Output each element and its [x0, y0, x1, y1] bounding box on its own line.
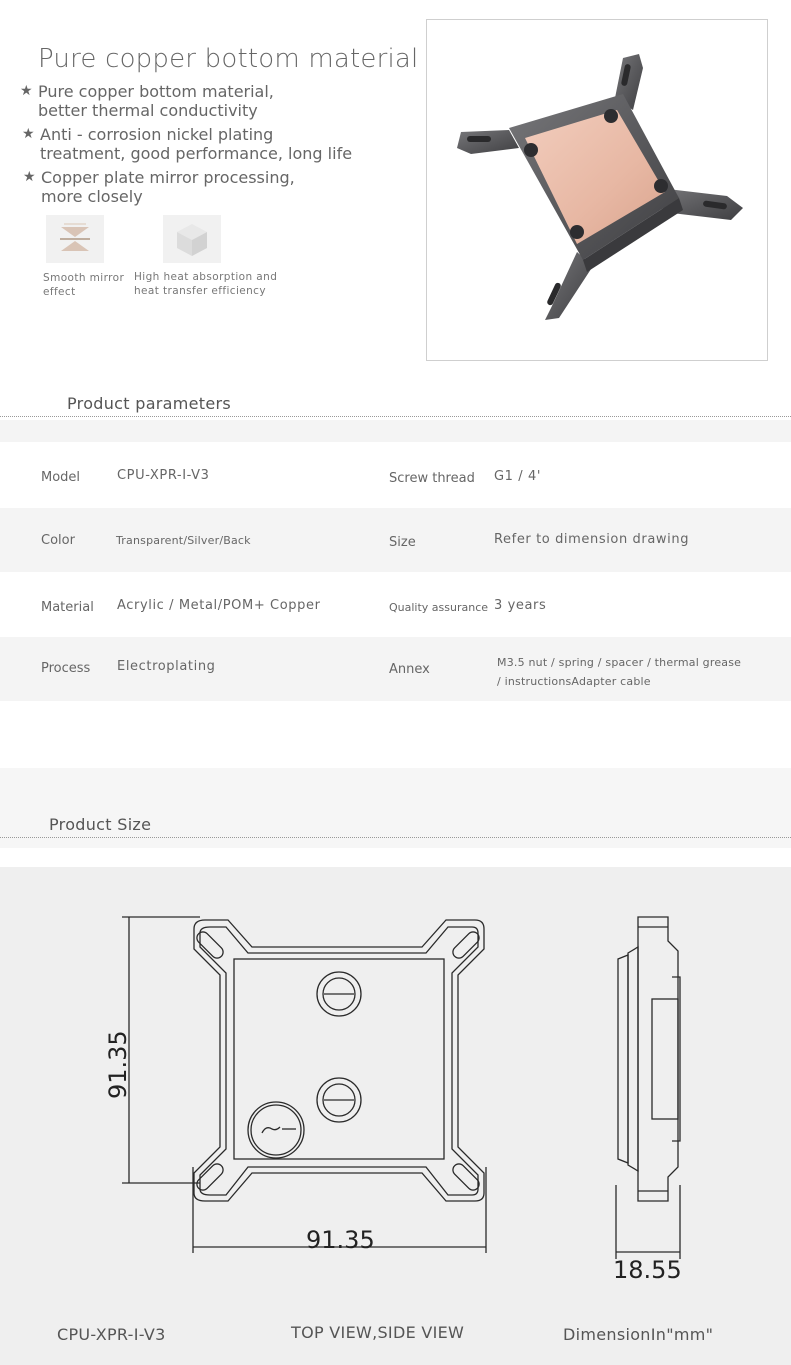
divider: [0, 416, 791, 417]
badge-caption: [43, 271, 133, 299]
param-value: CPU-XPR-I-V3: [117, 468, 210, 483]
star-icon: ★: [22, 126, 35, 142]
footer-model: CPU-XPR-I-V3: [57, 1325, 166, 1344]
param-label: Size: [389, 535, 416, 550]
footer-unit: DimensionIn"mm": [563, 1325, 714, 1344]
param-value: 3 years: [494, 598, 547, 613]
param-value: Electroplating: [117, 659, 216, 674]
feature-heading: Pure copper bottom material: [38, 44, 419, 74]
feature-item-nickel: [22, 125, 353, 163]
star-icon: ★: [23, 169, 36, 185]
feature-line: more closely: [41, 187, 143, 206]
product-photo: [426, 19, 768, 361]
dim-height-label: 91.35: [104, 1030, 132, 1099]
dim-width-label: 91.35: [306, 1226, 375, 1254]
badge-caption-line: effect: [43, 286, 76, 298]
feature-line: better thermal conductivity: [38, 101, 258, 120]
dimension-drawing-svg: [0, 867, 791, 1365]
divider: [0, 837, 791, 838]
param-label: Material: [41, 600, 94, 615]
feature-item-mirror: [23, 168, 295, 206]
size-title: Product Size: [49, 815, 152, 834]
param-value: Transparent/Silver/Back: [116, 534, 251, 547]
feature-line: Copper plate mirror processing,: [41, 168, 295, 187]
heat-badge: [163, 215, 221, 263]
badge-caption-line: High heat absorption and: [134, 271, 278, 283]
dim-depth-label: 18.55: [613, 1256, 682, 1284]
footer-view: TOP VIEW,SIDE VIEW: [291, 1323, 465, 1342]
cube-icon: [163, 215, 221, 263]
param-value: / instructionsAdapter cable: [497, 675, 651, 688]
param-label: Quality assurance: [389, 601, 489, 614]
cpu-block-image: [427, 20, 767, 360]
param-value: Acrylic / Metal/POM+ Copper: [117, 598, 321, 613]
param-label: Color: [41, 533, 75, 548]
feature-line: Anti - corrosion nickel plating: [40, 125, 274, 144]
param-value: Refer to dimension drawing: [494, 532, 690, 547]
param-value: G1 / 4': [494, 469, 542, 484]
mirror-badge: [46, 215, 104, 263]
feature-item-copper: [20, 82, 274, 120]
param-label: Model: [41, 470, 81, 485]
badge-caption-line: Smooth mirror: [43, 272, 125, 284]
parameters-title: Product parameters: [67, 394, 232, 413]
badge-caption-line: heat transfer efficiency: [134, 285, 266, 297]
param-label: Annex: [389, 662, 430, 677]
feature-line: Pure copper bottom material,: [38, 82, 274, 101]
star-icon: ★: [20, 83, 33, 99]
param-label: Process: [41, 661, 91, 676]
table-band: [0, 768, 791, 848]
table-band: [0, 420, 791, 442]
param-value: M3.5 nut / spring / spacer / thermal grease: [497, 656, 742, 669]
mirror-icon: [46, 215, 104, 263]
badge-caption: [134, 270, 294, 298]
dimension-drawing: [0, 867, 791, 1365]
param-label: Screw thread: [389, 471, 475, 486]
feature-line: treatment, good performance, long life: [40, 144, 353, 163]
